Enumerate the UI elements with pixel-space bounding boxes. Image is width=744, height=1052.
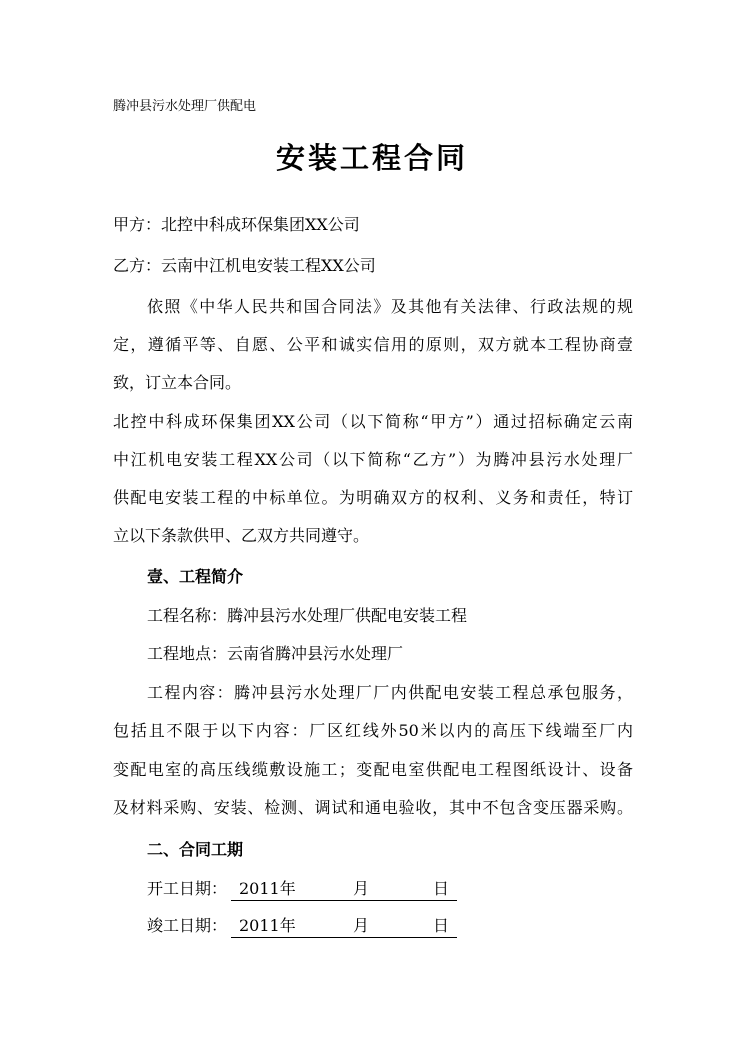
document-header: 腾冲县污水处理厂供配电 bbox=[113, 99, 257, 114]
project-name-line: 工程名称：腾冲县污水处理厂供配电安装工程 bbox=[147, 606, 468, 625]
intro-paragraph-2-line-4: 立以下条款供甲、乙双方共同遵守。 bbox=[113, 526, 370, 545]
project-content-line-4: 及材料采购、安装、检测、调试和通电验收，其中不包含变压器采购。 bbox=[113, 798, 633, 817]
intro-paragraph-2-line-2: 中江机电安装工程XX公司（以下简称“乙方”）为腾冲县污水处理厂 bbox=[113, 450, 633, 469]
start-date-year: 2011年 bbox=[239, 879, 296, 898]
project-content-line-2: 包括且不限于以下内容：厂区红线外50米以内的高压下线端至厂内 bbox=[113, 721, 633, 740]
end-date-day: 日 bbox=[433, 916, 450, 935]
intro-paragraph-1-line-1: 依照《中华人民共和国合同法》及其他有关法律、行政法规的规 bbox=[147, 297, 633, 316]
start-date-label: 开工日期： bbox=[147, 879, 228, 898]
section-2-heading: 二、合同工期 bbox=[147, 840, 244, 859]
end-date-year: 2011年 bbox=[239, 916, 296, 935]
party-b-line: 乙方：云南中江机电安装工程XX公司 bbox=[113, 256, 376, 275]
document-title: 安装工程合同 bbox=[275, 141, 468, 175]
start-date-field bbox=[231, 878, 457, 901]
project-content-line-1: 工程内容：腾冲县污水处理厂厂内供配电安装工程总承包服务， bbox=[147, 683, 633, 702]
end-date-label: 竣工日期： bbox=[147, 916, 228, 935]
start-date-row bbox=[147, 878, 450, 900]
end-date-row bbox=[147, 915, 450, 937]
project-location-line: 工程地点：云南省腾冲县污水处理厂 bbox=[147, 644, 404, 663]
party-a-line: 甲方：北控中科成环保集团XX公司 bbox=[113, 215, 360, 234]
intro-paragraph-2-line-3: 供配电安装工程的中标单位。为明确双方的权利、义务和责任，特订 bbox=[113, 488, 633, 507]
section-1-heading: 壹、工程简介 bbox=[147, 567, 244, 586]
project-content-line-3: 变配电室的高压线缆敷设施工；变配电室供配电工程图纸设计、设备 bbox=[113, 760, 633, 779]
end-date-field bbox=[231, 915, 457, 938]
start-date-day: 日 bbox=[433, 879, 450, 898]
intro-paragraph-2-line-1: 北控中科成环保集团XX公司（以下简称“甲方”）通过招标确定云南 bbox=[113, 412, 633, 431]
end-date-month: 月 bbox=[353, 916, 370, 935]
intro-paragraph-1-line-3: 致，订立本合同。 bbox=[113, 373, 242, 392]
start-date-month: 月 bbox=[353, 879, 370, 898]
intro-paragraph-1-line-2: 定，遵循平等、自愿、公平和诚实信用的原则，双方就本工程协商壹 bbox=[113, 335, 633, 354]
